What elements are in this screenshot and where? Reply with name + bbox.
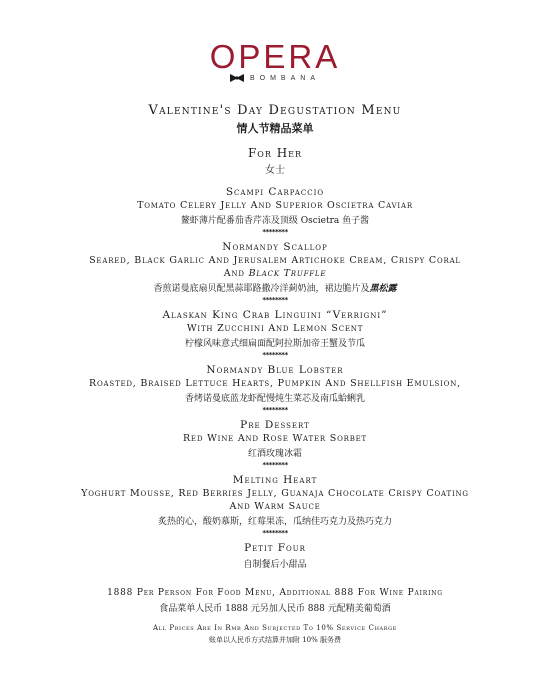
course-description-line2: And Warm Sauce — [229, 501, 321, 512]
service-charge-note: All Prices Are In Rmb And Subjected To 10% Service Charge — [153, 624, 397, 632]
bowtie-icon — [230, 74, 244, 82]
section-heading-cn: 女士 — [265, 165, 285, 176]
logo-sub-row — [0, 74, 550, 82]
course-description: Tomato Celery Jelly And Superior Oscietra Caviar — [137, 200, 413, 211]
course-description-cn-prefix: 香煎诺曼底扇贝配黑蒜耶路撒冷洋蓟奶油，裙边脆片及 — [153, 284, 370, 294]
course-name: Petit Four — [244, 542, 306, 554]
course-description-line2 — [0, 268, 550, 279]
logo-sub-text: BOMBANA — [249, 74, 320, 82]
course-description-cn: 香烤诺曼底蓝龙虾配慢炖生菜芯及南瓜蛤蜊乳 — [184, 394, 365, 404]
course-description-cn: 炙热的心，酸奶慕斯，红莓果冻，瓜纳佳巧克力及热巧克力 — [157, 517, 392, 527]
course-description-cn: 红酒玫瑰冰霜 — [247, 449, 302, 459]
opera-bombana-logo — [0, 40, 550, 82]
course-name: Scampi Carpaccio — [225, 186, 325, 198]
course-description: With Zucchini And Lemon Scent — [186, 323, 364, 334]
course-description-cn-emphasis: 黑松露 — [369, 284, 397, 294]
course-separator: ******** — [262, 228, 288, 236]
course-separator: ******** — [262, 461, 288, 469]
course-separator: ******** — [262, 529, 288, 537]
course-description: Yoghurt Mousse, Red Berries Jelly, Guanaja Chocolate Crispy Coating — [81, 488, 469, 499]
course-description: Seared, Black Garlic And Jerusalem Artichoke Cream, Crispy Coral — [89, 255, 461, 266]
course-description-cn — [0, 281, 550, 294]
course-description-prefix: And — [223, 268, 249, 279]
course-description: Red Wine And Rose Water Sorbet — [182, 433, 368, 444]
service-charge-note-cn: 账单以人民币方式结算并加附 10% 服务费 — [208, 636, 341, 644]
course-description-emphasis: Black Truffle — [248, 268, 327, 279]
price-line-cn: 食品菜单人民币 1888 元另加人民币 888 元配精美葡萄酒 — [159, 604, 391, 614]
course-name: Pre Dessert — [240, 419, 310, 431]
course-separator: ******** — [262, 351, 288, 359]
section-heading: For Her — [247, 146, 303, 160]
course-name: Normandy Blue Lobster — [206, 364, 344, 376]
course-separator: ******** — [262, 406, 288, 414]
course-name: Alaskan King Crab Linguini “Verrigni” — [162, 309, 388, 321]
menu-title-cn: 情人节精品菜单 — [236, 122, 314, 135]
course-name: Normandy Scallop — [222, 241, 328, 253]
course-description-cn: 柠檬风味意式细扁面配阿拉斯加帝王蟹及节瓜 — [184, 339, 365, 349]
course-description: Roasted, Braised Lettuce Hearts, Pumpkin And Shellfish Emulsion, — [89, 378, 461, 389]
course-separator: ******** — [262, 296, 288, 304]
course-description-cn: 鳌虾薄片配番茄香芹冻及顶级 Oscietra 鱼子酱 — [180, 216, 370, 226]
course-name: Melting Heart — [232, 474, 318, 486]
course-description-cn: 自制餐后小甜品 — [243, 560, 307, 570]
logo-main-text: OPERA — [209, 38, 341, 75]
price-line: 1888 Per Person For Food Menu, Additional 888 For Wine Pairing — [107, 588, 443, 598]
menu-title: Valentine's Day Degustation Menu — [148, 103, 402, 118]
